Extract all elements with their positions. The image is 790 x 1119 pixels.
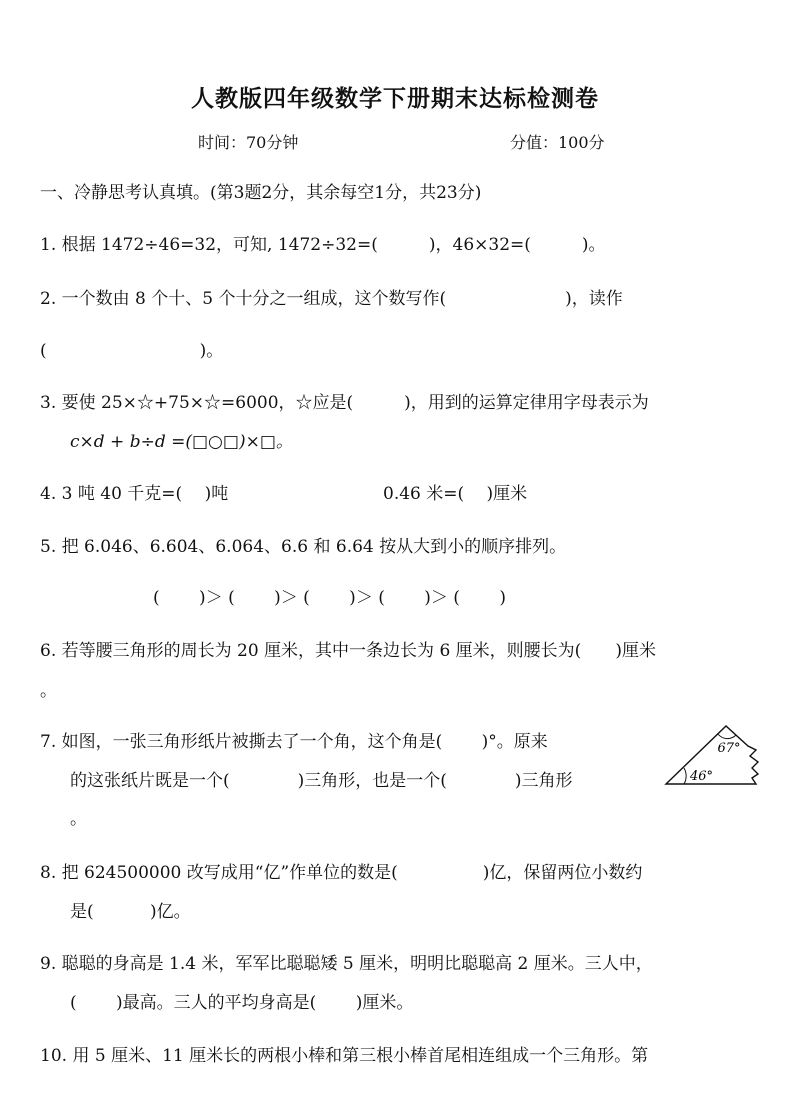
angle-label-67: 67°	[717, 741, 741, 756]
question-4-part-1: 4. 3 吨 40 千克=( )吨	[40, 484, 229, 504]
question-4-part-2: 0.46 米=( )厘米	[383, 484, 528, 504]
question-7-line-1: 7. 如图，一张三角形纸片被撕去了一个角，这个角是( )°。原来	[40, 732, 548, 752]
question-1: 1. 根据 1472÷46=32，可知, 1472÷32=( )，46×32=( )。	[40, 235, 606, 255]
question-6-line-2: 。	[40, 681, 57, 701]
angle-label-46: 46°	[690, 769, 714, 784]
question-5: 5. 把 6.046、6.604、6.064、6.6 和 6.64 按从大到小的顺序排列。	[40, 537, 567, 557]
question-7-line-2: 的这张纸片既是一个( )三角形，也是一个( )三角形	[70, 771, 573, 791]
question-8-line-2: 是( )亿。	[70, 902, 191, 922]
question-3-line-2: c×d + b÷d =(□○□)×□。	[70, 432, 293, 452]
question-2-line-1: 2. 一个数由 8 个十、5 个十分之一组成，这个数写作( )，读作	[40, 289, 623, 309]
torn-triangle-figure	[660, 722, 768, 790]
question-3-line-1: 3. 要使 25×☆+75×☆=6000，☆应是( )，用到的运算定律用字母表示为	[40, 393, 649, 413]
question-9-line-1: 9. 聪聪的身高是 1.4 米，军军比聪聪矮 5 厘米，明明比聪聪高 2 厘米。三人中，	[40, 954, 653, 974]
angle-arc-top	[718, 734, 736, 739]
question-2-line-2: ( )。	[40, 341, 224, 361]
question-10-line-1: 10. 用 5 厘米、11 厘米长的两根小棒和第三根小棒首尾相连组成一个三角形。第	[40, 1046, 649, 1066]
question-5-answer-row: ( )＞ ( )＞ ( )＞ ( )＞ ( )	[153, 588, 506, 608]
angle-arc-left	[684, 768, 686, 784]
question-6-line-1: 6. 若等腰三角形的周长为 20 厘米，其中一条边长为 6 厘米，则腰长为( )厘米	[40, 641, 656, 661]
question-8-line-1: 8. 把 624500000 改写成用“亿”作单位的数是( )亿，保留两位小数约	[40, 863, 643, 883]
score-label: 分值：100分	[510, 133, 605, 152]
question-7-line-3: 。	[70, 809, 87, 829]
time-label: 时间：70分钟	[198, 133, 299, 152]
question-9-line-2: ( )最高。三人的平均身高是( )厘米。	[70, 993, 414, 1013]
page-title: 人教版四年级数学下册期末达标检测卷	[191, 86, 599, 112]
section-heading: 一、冷静思考认真填。(第3题2分，其余每空1分，共23分)	[40, 183, 482, 203]
